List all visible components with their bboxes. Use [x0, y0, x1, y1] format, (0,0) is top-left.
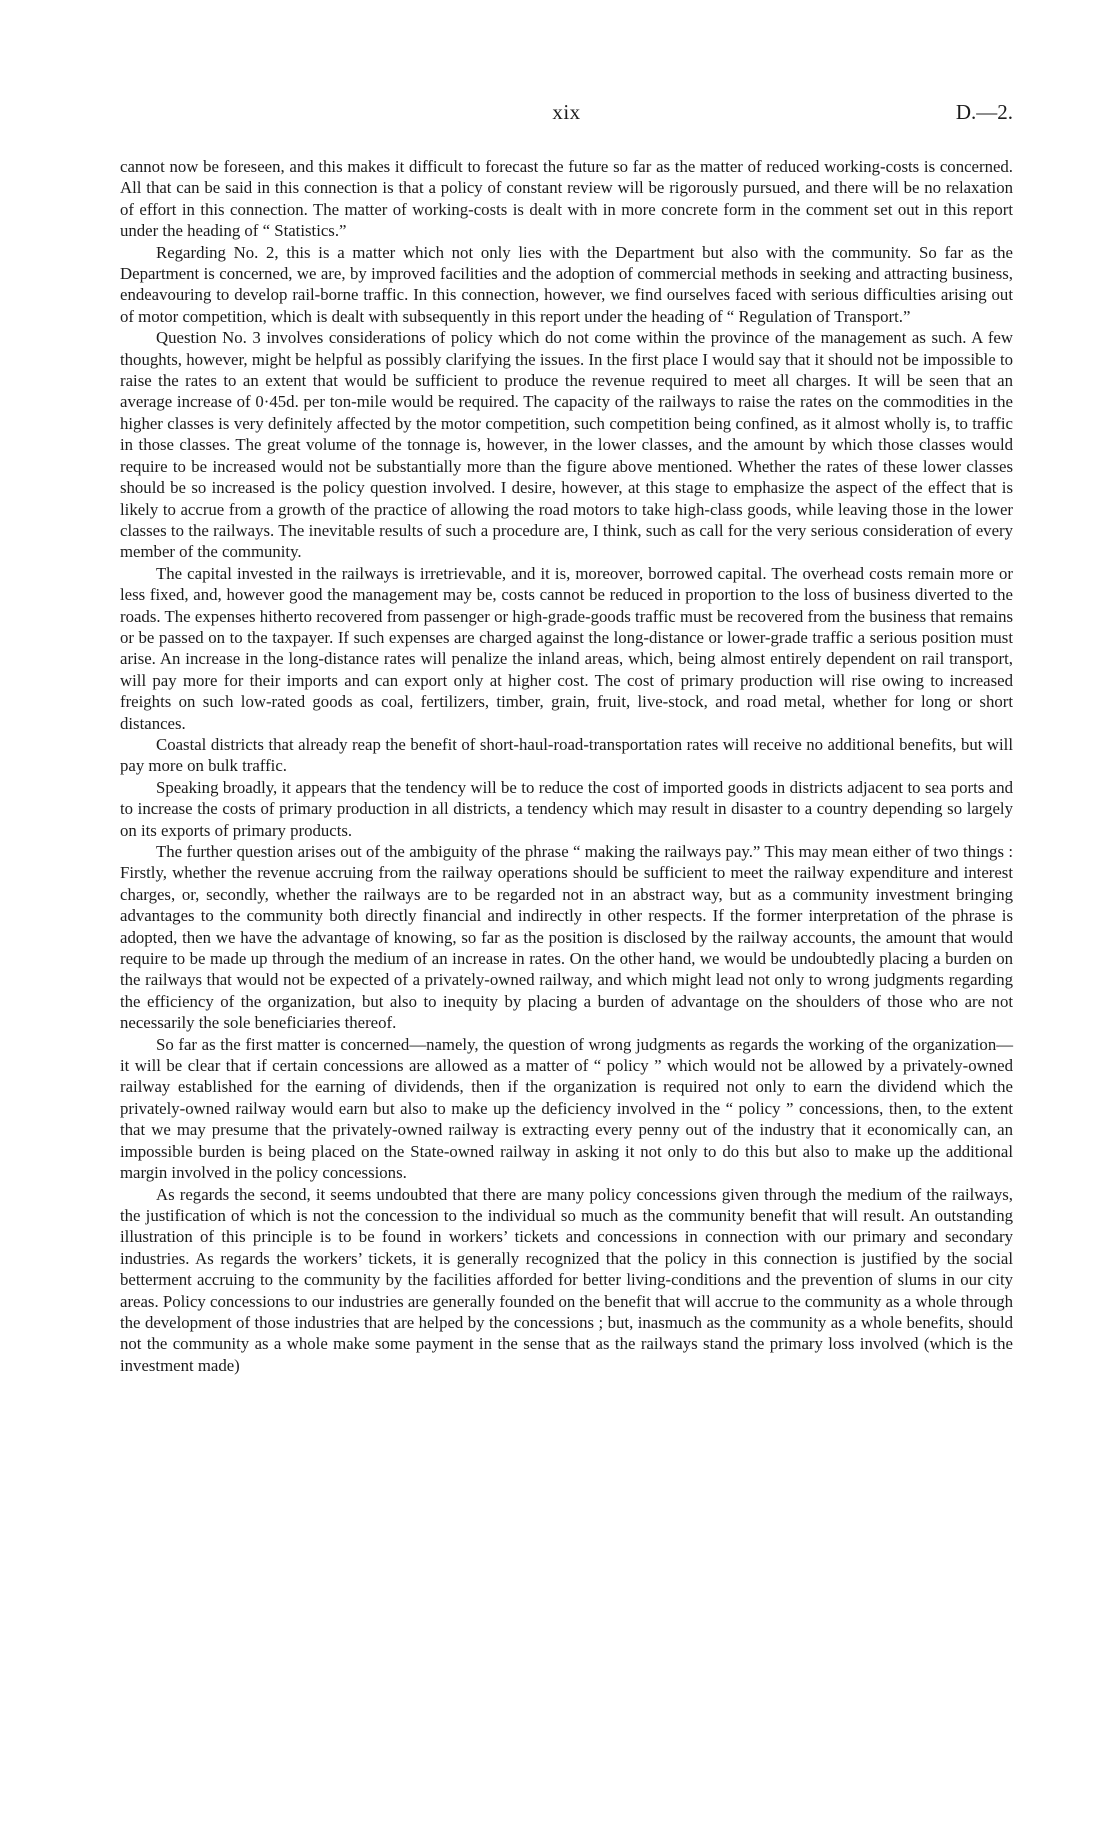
paragraph-9: As regards the second, it seems undoubted that there are many policy concessions given through the medium of the railways, the justification of which is not the concession to the individual so much as the community benefit that will result. An outstanding illustration of this principle is to be found in workers’ tickets and concessions in connection with our primary and secondary industries. As regards the workers’ tickets, it is generally recognized that the policy in this connection is justified by the social betterment accruing to the community by the facilities afforded for better living-conditions and the prevention of slums in our city areas. Policy concessions to our industries are generally founded on the benefit that will accrue to the community as a whole through the development of those industries that are helped by the concessions ; but, inasmuch as the community as a whole benefits, should not the community as a whole make some payment in the sense that as the railways stand the primary loss involved (which is the investment made): [120, 1184, 1013, 1375]
body-text: [120, 156, 1013, 1376]
page-header: [120, 100, 1013, 130]
page-number: xix: [552, 100, 581, 124]
paragraph-6: Speaking broadly, it appears that the tendency will be to reduce the cost of imported goods in districts adjacent to sea ports and to increase the costs of primary production in all districts, a tendency which may result in disaster to a country depending so largely on its exports of primary products.: [120, 777, 1013, 840]
paragraph-3: Question No. 3 involves considerations of policy which do not come within the province of the management as such. A few thoughts, however, might be helpful as possibly clarifying the issues. In the first place I would say that it should not be impossible to raise the rates to an extent that would be sufficient to produce the revenue required to meet all charges. It will be seen that an average increase of 0·45d. per ton-mile would be required. The capacity of the railways to raise the rates on the commodities in the higher classes is very definitely affected by the motor competition, such competition being confined, as it almost wholly is, to traffic in those classes. The great volume of the tonnage is, however, in the lower classes, and the amount by which those classes would require to be increased would not be substantially more than the figure above mentioned. Whether the rates of these lower classes should be so increased is the policy question involved. I desire, however, at this stage to emphasize the aspect of the effect that is likely to accrue from a growth of the practice of allowing the road motors to take high-class goods, while leaving those in the lower classes to the railways. The inevitable results of such a procedure are, I think, such as call for the very serious consideration of every member of the community.: [120, 328, 1013, 562]
paragraph-2: Regarding No. 2, this is a matter which not only lies with the Department but also with the community. So far as the Department is concerned, we are, by improved facilities and the adoption of commercial methods in seeking and attracting business, endeavouring to develop rail-borne traffic. In this connection, however, we find ourselves faced with serious difficulties arising out of motor competition, which is dealt with subsequently in this report under the heading of “ Regulation of Transport.”: [120, 242, 1013, 326]
paragraph-1: cannot now be foreseen, and this makes it difficult to forecast the future so far as the matter of reduced working-costs is concerned. All that can be said in this connection is that a policy of constant review will be rigorously pursued, and there will be no relaxation of effort in this connection. The matter of working-costs is dealt with in more concrete form in the comment set out in this report under the heading of “ Statistics.”: [120, 157, 1013, 241]
paragraph-8: So far as the first matter is concerned—namely, the question of wrong judgments as regards the working of the organization—it will be clear that if certain concessions are allowed as a matter of “ policy ” which would not be allowed by a privately-owned railway established for the earning of dividends, then if the organization is required not only to earn the dividend which the privately-owned railway would earn but also to make up the deficiency involved in the “ policy ” concessions, then, to the extent that we may presume that the privately-owned railway is extracting every penny out of the industry that it economically can, an impossible burden is being placed on the State-owned railway in asking it not only to do this but also to make up the additional margin involved in the policy concessions.: [120, 1034, 1013, 1183]
document-reference: D.—2.: [955, 100, 1013, 124]
paragraph-4: The capital invested in the railways is irretrievable, and it is, moreover, borrowed capital. The overhead costs remain more or less fixed, and, however good the management may be, costs cannot be reduced in proportion to the loss of business diverted to the roads. The expenses hitherto recovered from passenger or high-grade-goods traffic must be recovered from the business that remains or be passed on to the taxpayer. If such expenses are charged against the long-distance or lower-grade traffic a serious position must arise. An increase in the long-distance rates will penalize the inland areas, which, being almost entirely dependent on rail transport, will pay more for their imports and can export only at higher cost. The cost of primary production will rise owing to increased freights on such low-rated goods as coal, fertilizers, timber, grain, fruit, live-stock, and road metal, whether for long or short distances.: [120, 563, 1013, 733]
paragraph-5: Coastal districts that already reap the benefit of short-haul-road-transportation rates will receive no additional benefits, but will pay more on bulk traffic.: [120, 734, 1013, 776]
paragraph-7: The further question arises out of the ambiguity of the phrase “ making the railways pay.” This may mean either of two things : Firstly, whether the revenue accruing from the railway operations should be sufficient to meet the railway expenditure and interest charges, or, secondly, whether the railways are to be regarded not in an abstract way, but as a community investment bringing advantages to the community both directly financial and indirectly in other respects. If the former interpretation of the phrase is adopted, then we have the advantage of knowing, so far as the position is disclosed by the railway accounts, the amount that would require to be made up through the medium of an increase in rates. On the other hand, we would be undoubtedly placing a burden on the railways that would not be expected of a privately-owned railway, and which might lead not only to wrong judgments regarding the efficiency of the organization, but also to inequity by placing a burden of advantage on the shoulders of those who are not necessarily the sole beneficiaries thereof.: [120, 842, 1013, 1033]
